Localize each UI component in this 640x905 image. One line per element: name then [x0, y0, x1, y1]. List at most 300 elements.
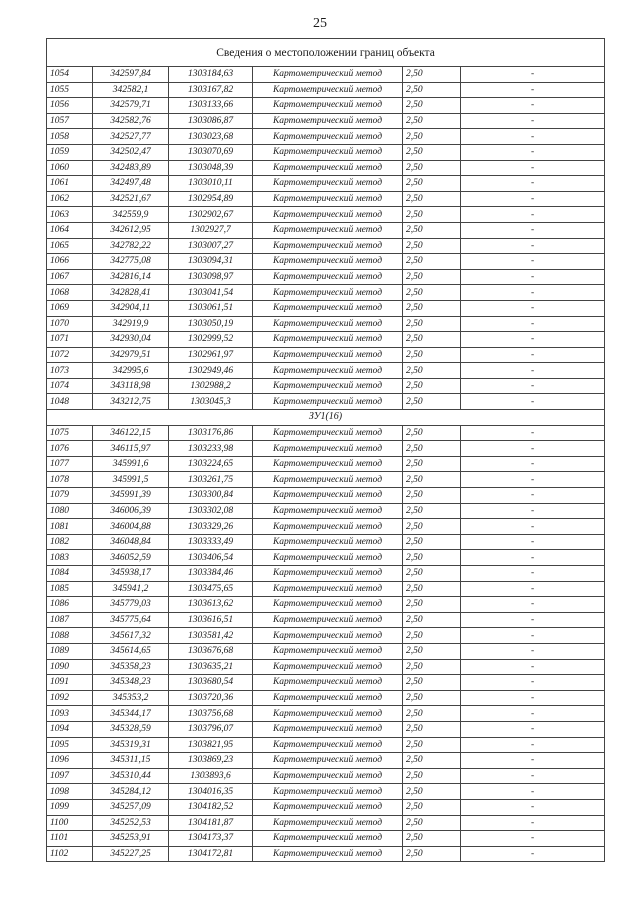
- table-row: [47, 659, 605, 675]
- accuracy-cell: 2,50: [403, 113, 461, 129]
- coord-x-cell: 342782,22: [93, 238, 169, 254]
- note-cell: -: [461, 799, 605, 815]
- point-number-cell: 1057: [47, 113, 93, 129]
- coord-y-cell: 1303720,36: [169, 690, 253, 706]
- coord-y-cell: 1303613,62: [169, 597, 253, 613]
- determination-method-cell: Картометрический метод: [253, 269, 403, 285]
- coord-y-cell: 1303041,54: [169, 285, 253, 301]
- determination-method-cell: Картометрический метод: [253, 597, 403, 613]
- point-number-cell: 1097: [47, 768, 93, 784]
- table-row: [47, 706, 605, 722]
- note-cell: -: [461, 67, 605, 83]
- accuracy-cell: 2,50: [403, 768, 461, 784]
- note-cell: -: [461, 737, 605, 753]
- section-row: [47, 410, 605, 426]
- determination-method-cell: Картометрический метод: [253, 706, 403, 722]
- accuracy-cell: 2,50: [403, 628, 461, 644]
- point-number-cell: 1098: [47, 784, 93, 800]
- note-cell: -: [461, 222, 605, 238]
- note-cell: -: [461, 503, 605, 519]
- accuracy-cell: 2,50: [403, 378, 461, 394]
- determination-method-cell: Картометрический метод: [253, 144, 403, 160]
- coord-y-cell: 1303676,68: [169, 643, 253, 659]
- coord-x-cell: 346048,84: [93, 534, 169, 550]
- accuracy-cell: 2,50: [403, 129, 461, 145]
- determination-method-cell: Картометрический метод: [253, 191, 403, 207]
- accuracy-cell: 2,50: [403, 643, 461, 659]
- note-cell: -: [461, 675, 605, 691]
- determination-method-cell: Картометрический метод: [253, 98, 403, 114]
- accuracy-cell: 2,50: [403, 238, 461, 254]
- determination-method-cell: Картометрический метод: [253, 612, 403, 628]
- table-row: [47, 425, 605, 441]
- accuracy-cell: 2,50: [403, 534, 461, 550]
- coord-x-cell: 342979,51: [93, 347, 169, 363]
- point-number-cell: 1059: [47, 144, 93, 160]
- table-row: [47, 98, 605, 114]
- determination-method-cell: Картометрический метод: [253, 690, 403, 706]
- coord-y-cell: 1303635,21: [169, 659, 253, 675]
- point-number-cell: 1075: [47, 425, 93, 441]
- accuracy-cell: 2,50: [403, 207, 461, 223]
- accuracy-cell: 2,50: [403, 191, 461, 207]
- note-cell: -: [461, 768, 605, 784]
- note-cell: -: [461, 285, 605, 301]
- table-row: [47, 628, 605, 644]
- coord-y-cell: 1302961,97: [169, 347, 253, 363]
- coord-x-cell: 343212,75: [93, 394, 169, 410]
- point-number-cell: 1067: [47, 269, 93, 285]
- coord-y-cell: 1303098,97: [169, 269, 253, 285]
- table-row: [47, 456, 605, 472]
- point-number-cell: 1077: [47, 456, 93, 472]
- point-number-cell: 1090: [47, 659, 93, 675]
- note-cell: -: [461, 300, 605, 316]
- determination-method-cell: Картометрический метод: [253, 503, 403, 519]
- coord-x-cell: 345941,2: [93, 581, 169, 597]
- accuracy-cell: 2,50: [403, 332, 461, 348]
- note-cell: -: [461, 831, 605, 847]
- table-row: [47, 768, 605, 784]
- accuracy-cell: 2,50: [403, 488, 461, 504]
- boundary-coordinates-table: [46, 38, 605, 862]
- coord-x-cell: 342527,77: [93, 129, 169, 145]
- note-cell: -: [461, 332, 605, 348]
- accuracy-cell: 2,50: [403, 67, 461, 83]
- point-number-cell: 1071: [47, 332, 93, 348]
- table-row: [47, 488, 605, 504]
- determination-method-cell: Картометрический метод: [253, 581, 403, 597]
- coord-y-cell: 1303086,87: [169, 113, 253, 129]
- note-cell: -: [461, 612, 605, 628]
- coord-y-cell: 1302999,52: [169, 332, 253, 348]
- accuracy-cell: 2,50: [403, 82, 461, 98]
- coord-x-cell: 342775,08: [93, 254, 169, 270]
- point-number-cell: 1054: [47, 67, 93, 83]
- table-row: [47, 363, 605, 379]
- table-row: [47, 113, 605, 129]
- coord-y-cell: 1303023,68: [169, 129, 253, 145]
- point-number-cell: 1081: [47, 519, 93, 535]
- note-cell: -: [461, 425, 605, 441]
- determination-method-cell: Картометрический метод: [253, 737, 403, 753]
- coord-x-cell: 342521,67: [93, 191, 169, 207]
- note-cell: -: [461, 363, 605, 379]
- coord-x-cell: 345353,2: [93, 690, 169, 706]
- accuracy-cell: 2,50: [403, 815, 461, 831]
- coord-y-cell: 1304182,52: [169, 799, 253, 815]
- coord-x-cell: 345344,17: [93, 706, 169, 722]
- coord-y-cell: 1304172,81: [169, 846, 253, 862]
- accuracy-cell: 2,50: [403, 550, 461, 566]
- point-number-cell: 1095: [47, 737, 93, 753]
- table-row: [47, 82, 605, 98]
- note-cell: -: [461, 394, 605, 410]
- table-title-row: [47, 39, 605, 67]
- table-row: [47, 815, 605, 831]
- accuracy-cell: 2,50: [403, 300, 461, 316]
- note-cell: -: [461, 82, 605, 98]
- determination-method-cell: Картометрический метод: [253, 300, 403, 316]
- table-row: [47, 737, 605, 753]
- point-number-cell: 1092: [47, 690, 93, 706]
- determination-method-cell: Картометрический метод: [253, 441, 403, 457]
- determination-method-cell: Картометрический метод: [253, 815, 403, 831]
- note-cell: -: [461, 488, 605, 504]
- accuracy-cell: 2,50: [403, 316, 461, 332]
- coord-x-cell: 346004,88: [93, 519, 169, 535]
- coord-y-cell: 1303050,19: [169, 316, 253, 332]
- point-number-cell: 1048: [47, 394, 93, 410]
- coord-y-cell: 1302927,7: [169, 222, 253, 238]
- accuracy-cell: 2,50: [403, 503, 461, 519]
- accuracy-cell: 2,50: [403, 472, 461, 488]
- table-row: [47, 846, 605, 862]
- point-number-cell: 1087: [47, 612, 93, 628]
- table-row: [47, 550, 605, 566]
- coord-y-cell: 1302949,46: [169, 363, 253, 379]
- determination-method-cell: Картометрический метод: [253, 347, 403, 363]
- table-row: [47, 675, 605, 691]
- determination-method-cell: Картометрический метод: [253, 550, 403, 566]
- coord-x-cell: 345257,09: [93, 799, 169, 815]
- determination-method-cell: Картометрический метод: [253, 129, 403, 145]
- table-row: [47, 597, 605, 613]
- table-row: [47, 347, 605, 363]
- accuracy-cell: 2,50: [403, 363, 461, 379]
- coord-x-cell: 345310,44: [93, 768, 169, 784]
- table-row: [47, 191, 605, 207]
- point-number-cell: 1101: [47, 831, 93, 847]
- note-cell: -: [461, 347, 605, 363]
- coord-x-cell: 342579,71: [93, 98, 169, 114]
- coord-x-cell: 345252,53: [93, 815, 169, 831]
- accuracy-cell: 2,50: [403, 581, 461, 597]
- accuracy-cell: 2,50: [403, 285, 461, 301]
- point-number-cell: 1060: [47, 160, 93, 176]
- point-number-cell: 1076: [47, 441, 93, 457]
- coord-x-cell: 345779,03: [93, 597, 169, 613]
- note-cell: -: [461, 721, 605, 737]
- coord-y-cell: 1303300,84: [169, 488, 253, 504]
- note-cell: -: [461, 129, 605, 145]
- note-cell: -: [461, 566, 605, 582]
- coord-x-cell: 345284,12: [93, 784, 169, 800]
- point-number-cell: 1078: [47, 472, 93, 488]
- point-number-cell: 1074: [47, 378, 93, 394]
- point-number-cell: 1094: [47, 721, 93, 737]
- determination-method-cell: Картометрический метод: [253, 675, 403, 691]
- coord-y-cell: 1303329,26: [169, 519, 253, 535]
- coord-y-cell: 1303821,95: [169, 737, 253, 753]
- point-number-cell: 1093: [47, 706, 93, 722]
- accuracy-cell: 2,50: [403, 753, 461, 769]
- accuracy-cell: 2,50: [403, 659, 461, 675]
- table-row: [47, 394, 605, 410]
- coord-y-cell: 1303581,42: [169, 628, 253, 644]
- accuracy-cell: 2,50: [403, 612, 461, 628]
- table-row: [47, 332, 605, 348]
- accuracy-cell: 2,50: [403, 269, 461, 285]
- determination-method-cell: Картометрический метод: [253, 363, 403, 379]
- table-row: [47, 285, 605, 301]
- point-number-cell: 1069: [47, 300, 93, 316]
- coord-x-cell: 342612,95: [93, 222, 169, 238]
- note-cell: -: [461, 581, 605, 597]
- table-row: [47, 160, 605, 176]
- table-row: [47, 784, 605, 800]
- accuracy-cell: 2,50: [403, 347, 461, 363]
- coord-y-cell: 1303233,98: [169, 441, 253, 457]
- point-number-cell: 1070: [47, 316, 93, 332]
- section-label: ЗУ1(16): [47, 410, 605, 426]
- determination-method-cell: Картометрический метод: [253, 659, 403, 675]
- determination-method-cell: Картометрический метод: [253, 207, 403, 223]
- coord-y-cell: 1303406,54: [169, 550, 253, 566]
- point-number-cell: 1096: [47, 753, 93, 769]
- coord-x-cell: 345991,6: [93, 456, 169, 472]
- note-cell: -: [461, 597, 605, 613]
- note-cell: -: [461, 706, 605, 722]
- coord-x-cell: 342919,9: [93, 316, 169, 332]
- point-number-cell: 1064: [47, 222, 93, 238]
- coord-x-cell: 345938,17: [93, 566, 169, 582]
- table-row: [47, 222, 605, 238]
- accuracy-cell: 2,50: [403, 176, 461, 192]
- coord-y-cell: 1303010,11: [169, 176, 253, 192]
- accuracy-cell: 2,50: [403, 846, 461, 862]
- accuracy-cell: 2,50: [403, 456, 461, 472]
- determination-method-cell: Картометрический метод: [253, 238, 403, 254]
- coord-y-cell: 1303475,65: [169, 581, 253, 597]
- point-number-cell: 1102: [47, 846, 93, 862]
- coord-y-cell: 1303756,68: [169, 706, 253, 722]
- coord-y-cell: 1304173,37: [169, 831, 253, 847]
- accuracy-cell: 2,50: [403, 831, 461, 847]
- accuracy-cell: 2,50: [403, 784, 461, 800]
- point-number-cell: 1100: [47, 815, 93, 831]
- coord-x-cell: 345319,31: [93, 737, 169, 753]
- coord-x-cell: 346122,15: [93, 425, 169, 441]
- determination-method-cell: Картометрический метод: [253, 799, 403, 815]
- table-row: [47, 721, 605, 737]
- coord-y-cell: 1303261,75: [169, 472, 253, 488]
- coord-x-cell: 342930,04: [93, 332, 169, 348]
- coord-x-cell: 345328,59: [93, 721, 169, 737]
- coord-x-cell: 342502,47: [93, 144, 169, 160]
- coord-y-cell: 1302988,2: [169, 378, 253, 394]
- accuracy-cell: 2,50: [403, 721, 461, 737]
- note-cell: -: [461, 207, 605, 223]
- note-cell: -: [461, 519, 605, 535]
- coord-y-cell: 1303616,51: [169, 612, 253, 628]
- coord-y-cell: 1304016,35: [169, 784, 253, 800]
- determination-method-cell: Картометрический метод: [253, 67, 403, 83]
- table-row: [47, 238, 605, 254]
- coord-y-cell: 1303680,54: [169, 675, 253, 691]
- coord-x-cell: 342497,48: [93, 176, 169, 192]
- point-number-cell: 1056: [47, 98, 93, 114]
- determination-method-cell: Картометрический метод: [253, 488, 403, 504]
- determination-method-cell: Картометрический метод: [253, 394, 403, 410]
- determination-method-cell: Картометрический метод: [253, 721, 403, 737]
- point-number-cell: 1073: [47, 363, 93, 379]
- table-row: [47, 316, 605, 332]
- note-cell: -: [461, 191, 605, 207]
- determination-method-cell: Картометрический метод: [253, 332, 403, 348]
- coord-x-cell: 342582,1: [93, 82, 169, 98]
- point-number-cell: 1066: [47, 254, 93, 270]
- coord-x-cell: 345227,25: [93, 846, 169, 862]
- table-row: [47, 269, 605, 285]
- determination-method-cell: Картометрический метод: [253, 519, 403, 535]
- point-number-cell: 1065: [47, 238, 93, 254]
- accuracy-cell: 2,50: [403, 597, 461, 613]
- coord-x-cell: 346115,97: [93, 441, 169, 457]
- coord-x-cell: 342597,84: [93, 67, 169, 83]
- determination-method-cell: Картометрический метод: [253, 456, 403, 472]
- coord-y-cell: 1303224,65: [169, 456, 253, 472]
- coord-y-cell: 1303048,39: [169, 160, 253, 176]
- coord-y-cell: 1303302,08: [169, 503, 253, 519]
- note-cell: -: [461, 628, 605, 644]
- table-row: [47, 300, 605, 316]
- coord-x-cell: 345991,5: [93, 472, 169, 488]
- coord-x-cell: 342816,14: [93, 269, 169, 285]
- accuracy-cell: 2,50: [403, 519, 461, 535]
- note-cell: -: [461, 690, 605, 706]
- table-row: [47, 129, 605, 145]
- point-number-cell: 1086: [47, 597, 93, 613]
- accuracy-cell: 2,50: [403, 690, 461, 706]
- coord-x-cell: 342582,76: [93, 113, 169, 129]
- point-number-cell: 1055: [47, 82, 93, 98]
- table-row: [47, 176, 605, 192]
- coord-x-cell: 342559,9: [93, 207, 169, 223]
- point-number-cell: 1080: [47, 503, 93, 519]
- accuracy-cell: 2,50: [403, 394, 461, 410]
- determination-method-cell: Картометрический метод: [253, 753, 403, 769]
- note-cell: -: [461, 113, 605, 129]
- note-cell: -: [461, 378, 605, 394]
- coord-y-cell: 1303133,66: [169, 98, 253, 114]
- table-row: [47, 690, 605, 706]
- point-number-cell: 1082: [47, 534, 93, 550]
- determination-method-cell: Картометрический метод: [253, 784, 403, 800]
- accuracy-cell: 2,50: [403, 254, 461, 270]
- point-number-cell: 1088: [47, 628, 93, 644]
- note-cell: -: [461, 98, 605, 114]
- coord-y-cell: 1302902,67: [169, 207, 253, 223]
- note-cell: -: [461, 753, 605, 769]
- coord-x-cell: 343118,98: [93, 378, 169, 394]
- coord-y-cell: 1303007,27: [169, 238, 253, 254]
- determination-method-cell: Картометрический метод: [253, 113, 403, 129]
- point-number-cell: 1061: [47, 176, 93, 192]
- accuracy-cell: 2,50: [403, 441, 461, 457]
- point-number-cell: 1062: [47, 191, 93, 207]
- accuracy-cell: 2,50: [403, 160, 461, 176]
- point-number-cell: 1079: [47, 488, 93, 504]
- table-row: [47, 254, 605, 270]
- coord-x-cell: 342904,11: [93, 300, 169, 316]
- determination-method-cell: Картометрический метод: [253, 472, 403, 488]
- accuracy-cell: 2,50: [403, 799, 461, 815]
- coord-y-cell: 1303184,63: [169, 67, 253, 83]
- note-cell: -: [461, 160, 605, 176]
- note-cell: -: [461, 815, 605, 831]
- point-number-cell: 1085: [47, 581, 93, 597]
- coord-y-cell: 1302954,89: [169, 191, 253, 207]
- coord-x-cell: 346006,39: [93, 503, 169, 519]
- table-row: [47, 67, 605, 83]
- determination-method-cell: Картометрический метод: [253, 176, 403, 192]
- table-row: [47, 519, 605, 535]
- coord-x-cell: 342995,6: [93, 363, 169, 379]
- accuracy-cell: 2,50: [403, 222, 461, 238]
- point-number-cell: 1083: [47, 550, 93, 566]
- table-row: [47, 831, 605, 847]
- coord-y-cell: 1303167,82: [169, 82, 253, 98]
- determination-method-cell: Картометрический метод: [253, 846, 403, 862]
- note-cell: -: [461, 550, 605, 566]
- note-cell: -: [461, 472, 605, 488]
- point-number-cell: 1099: [47, 799, 93, 815]
- determination-method-cell: Картометрический метод: [253, 316, 403, 332]
- note-cell: -: [461, 269, 605, 285]
- coord-y-cell: 1304181,87: [169, 815, 253, 831]
- coord-x-cell: 345358,23: [93, 659, 169, 675]
- coord-x-cell: 342483,89: [93, 160, 169, 176]
- note-cell: -: [461, 144, 605, 160]
- determination-method-cell: Картометрический метод: [253, 285, 403, 301]
- table-row: [47, 566, 605, 582]
- accuracy-cell: 2,50: [403, 675, 461, 691]
- coord-x-cell: 345991,39: [93, 488, 169, 504]
- coord-y-cell: 1303061,51: [169, 300, 253, 316]
- table-title: Сведения о местоположении границ объекта: [47, 39, 605, 67]
- table-row: [47, 472, 605, 488]
- table-row: [47, 503, 605, 519]
- note-cell: -: [461, 784, 605, 800]
- note-cell: -: [461, 534, 605, 550]
- point-number-cell: 1084: [47, 566, 93, 582]
- accuracy-cell: 2,50: [403, 98, 461, 114]
- determination-method-cell: Картометрический метод: [253, 254, 403, 270]
- table-row: [47, 643, 605, 659]
- note-cell: -: [461, 643, 605, 659]
- note-cell: -: [461, 659, 605, 675]
